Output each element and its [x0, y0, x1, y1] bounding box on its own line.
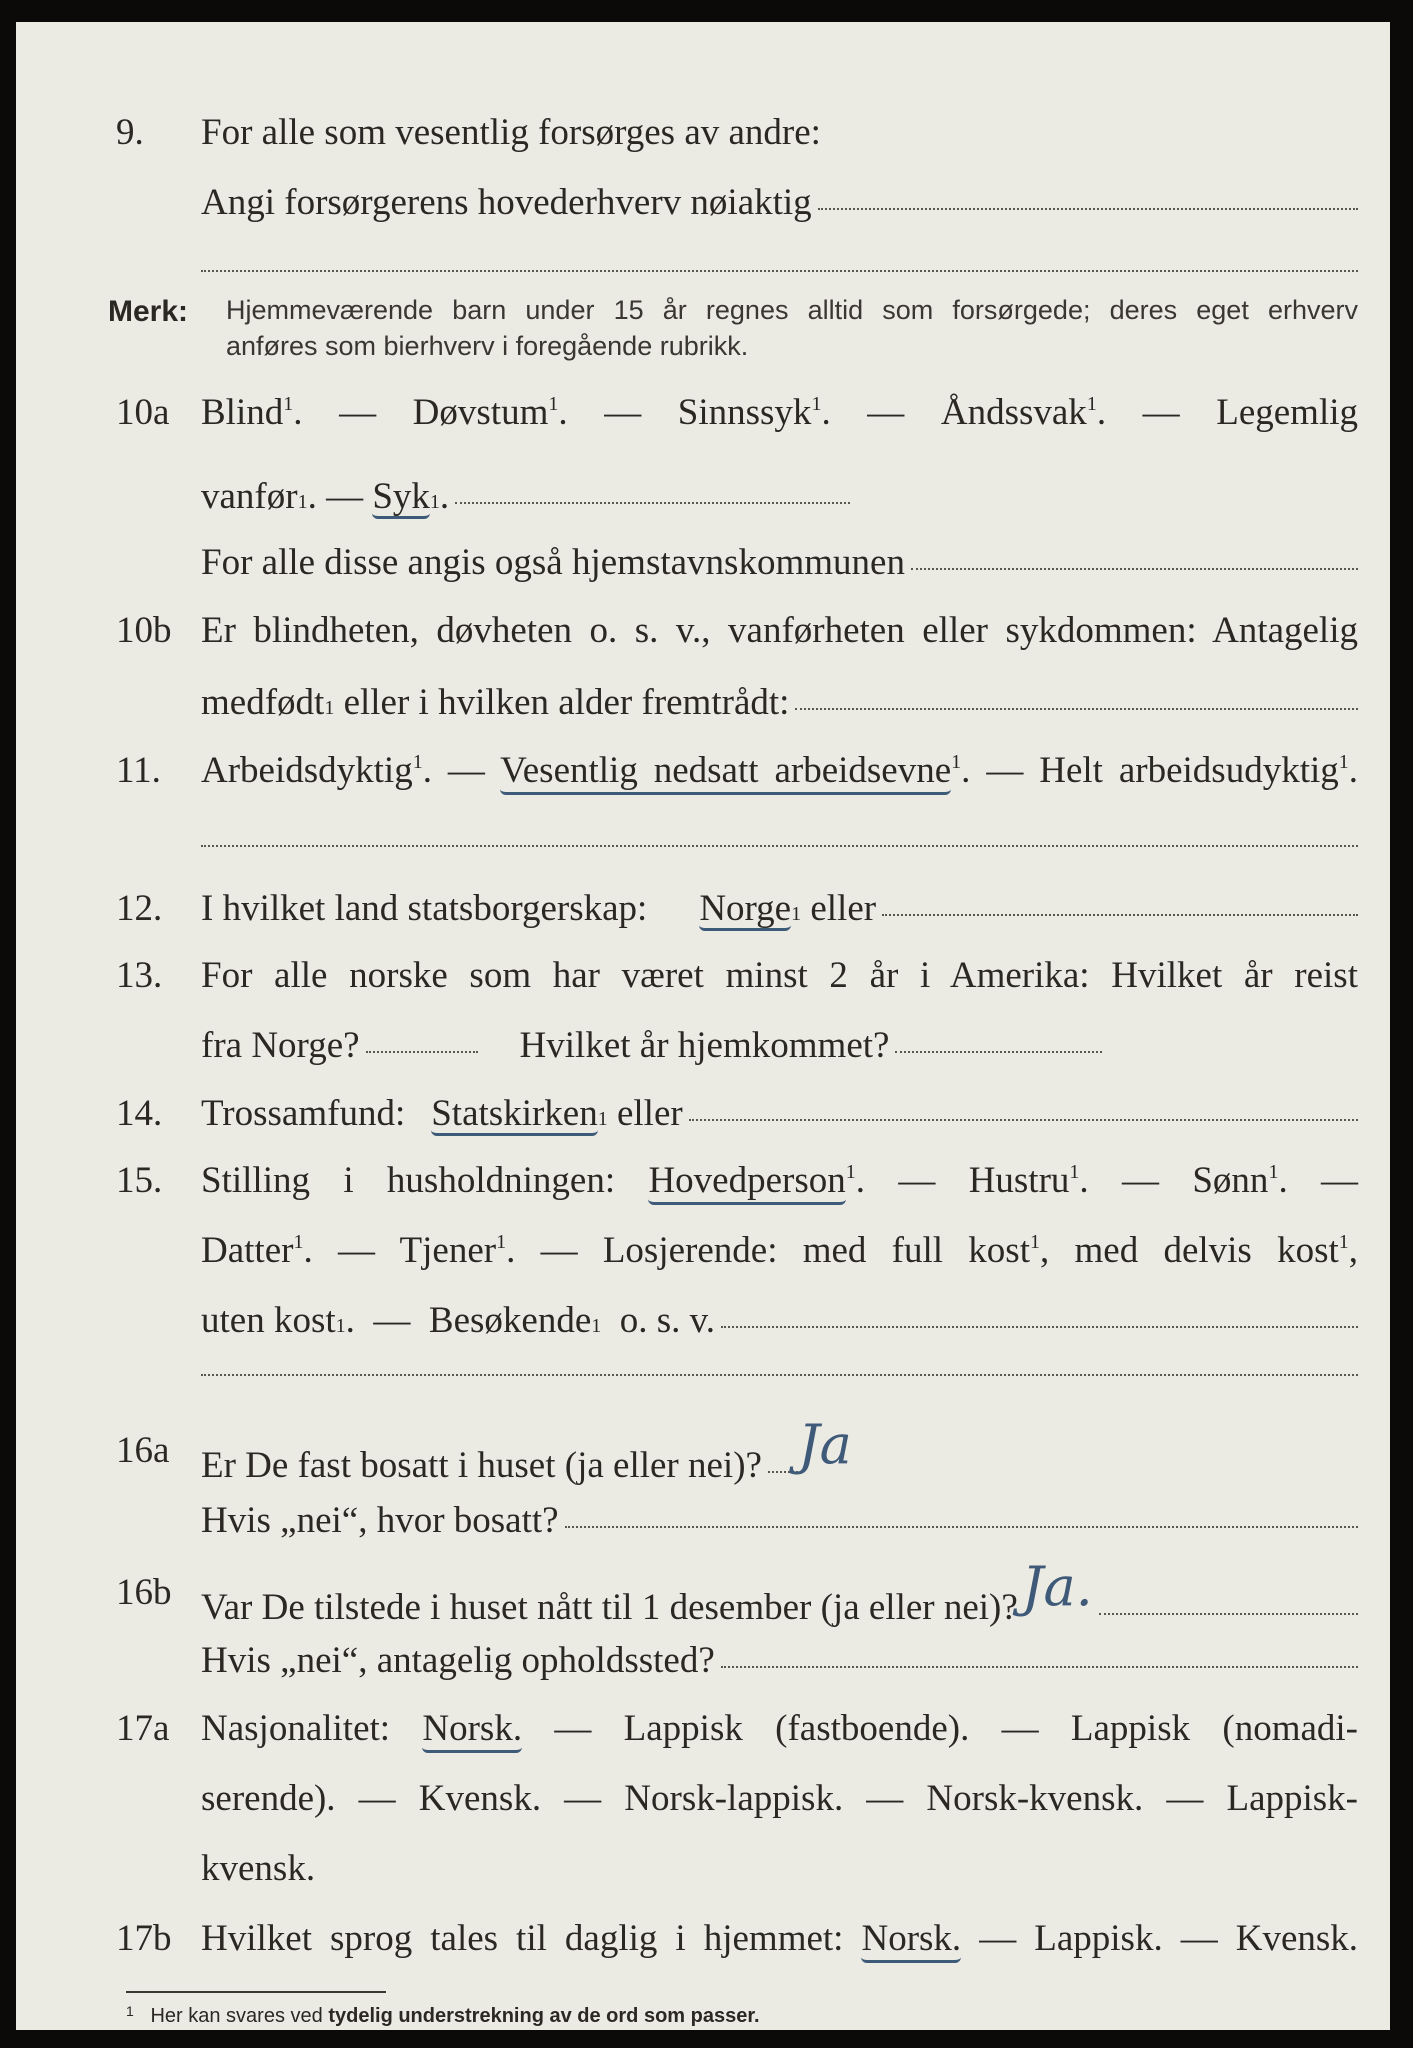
question-9-row-2	[16, 184, 1390, 248]
question-number: 16a	[116, 1430, 170, 1471]
question-17a-row-2	[16, 1780, 1390, 1844]
question-number: 17a	[116, 1708, 170, 1749]
merk-note	[16, 297, 1390, 377]
option-andssvak: Åndssvak	[940, 392, 1087, 433]
merk-text-line: anføres som bierhverv i foregående rubrikk.	[226, 331, 749, 361]
question-16a-row-2	[16, 1502, 1390, 1566]
option-dovstum: Døvstum	[412, 392, 549, 433]
question-text: Er De fast bosatt i huset (ja eller nei)?	[201, 1445, 762, 1486]
question-text: For alle norske som har været minst 2 år i Amerika: Hvilket år reist	[201, 955, 1358, 996]
answer-field[interactable]	[795, 708, 1358, 710]
merk-label: Merk:	[108, 295, 189, 328]
question-14-row: 14. Trossamfund: Statskirken 1 eller	[16, 1095, 1390, 1159]
question-16b-row-2	[16, 1642, 1390, 1706]
answer-field[interactable]	[818, 208, 1358, 210]
question-text: For alle disse angis også hjemstavnskommunen	[201, 542, 905, 583]
option-osv: o. s. v.	[619, 1300, 715, 1341]
question-15-row: 15. Stilling i husholdningen: Hovedperson$^1$. — Hustru$^1$. — Sønn$^1$. —	[16, 1162, 1390, 1226]
option-vesentlig-underlined: Vesentlig nedsatt arbeidsevne	[500, 750, 951, 795]
option-hustru: Hustru	[968, 1160, 1070, 1201]
answer-field-hjemkommet[interactable]	[895, 1051, 1102, 1053]
question-text: Er blindheten, døvheten o. s. v., vanførheten eller sykdommen: Antagelig	[201, 610, 1358, 651]
question-17b-row	[16, 1920, 1390, 1984]
option-hovedperson-underlined: Hovedperson	[648, 1160, 845, 1205]
answer-field-extra-line[interactable]	[201, 1374, 1358, 1376]
option-arbeidsdyktig: Arbeidsdyktig	[201, 750, 413, 791]
question-10a-row-2: vanfør 1 . — Syk 1 .	[16, 478, 1390, 542]
option-vanfor: vanfør	[201, 476, 298, 517]
question-17a-row	[16, 1710, 1390, 1774]
answer-field[interactable]	[911, 568, 1358, 570]
footnote-text: Her kan svares ved	[150, 2005, 323, 2027]
question-text: Trossamfund:	[201, 1093, 406, 1134]
question-text: I hvilket land statsborgerskap:	[201, 888, 648, 929]
question-text: Hvis „nei“, hvor bosatt?	[201, 1500, 559, 1541]
question-options: kvensk.	[201, 1848, 316, 1889]
question-number: 17b	[116, 1918, 172, 1959]
handwritten-answer: Ja.	[1021, 1555, 1093, 1618]
question-options: serende). — Kvensk. — Norsk-lappisk. — Norsk-kvensk. — Lappisk-	[201, 1778, 1358, 1819]
option-losjerende: Losjerende:	[602, 1230, 778, 1271]
option-sonn: Sønn	[1192, 1160, 1269, 1201]
answer-field-extra-line[interactable]	[201, 270, 1358, 272]
question-10b-row	[16, 612, 1390, 676]
option-tjener: Tjener	[399, 1230, 497, 1271]
question-12-row: 12. I hvilket land statsborgerskap: Norge 1 eller	[16, 890, 1390, 954]
question-number: 14.	[116, 1093, 163, 1134]
option-medfodt: medfødt	[201, 682, 325, 723]
option-syk-underlined: Syk	[372, 476, 430, 517]
option-legemlig: Legemlig	[1216, 392, 1359, 433]
footnote: $^1$ Her kan svares ved tydelig understrekning av de ord som passer.	[126, 2003, 760, 2027]
option-besokende: Besøkende	[428, 1300, 592, 1341]
question-text: For alle som vesentlig forsørges av andre:	[201, 112, 821, 153]
question-number: 10b	[116, 610, 172, 651]
option-norsk-underlined: Norsk.	[422, 1708, 522, 1753]
answer-field[interactable]	[882, 914, 1358, 916]
question-text: eller i hvilken alder fremtrådt:	[343, 682, 790, 723]
option-statskirken-underlined: Statskirken	[431, 1093, 598, 1134]
question-number: 10a	[116, 392, 170, 433]
option-datter: Datter	[201, 1230, 294, 1271]
question-options: — Lappisk. — Kvensk.	[979, 1918, 1359, 1959]
answer-field[interactable]	[721, 1326, 1358, 1328]
question-number: 16b	[116, 1572, 172, 1613]
answer-field[interactable]	[689, 1119, 1358, 1121]
question-10b-row-2: medfødt 1 eller i hvilken alder fremtrådt:	[16, 684, 1390, 748]
merk-text-line: Hjemmeværende barn under 15 år regnes alltid som forsørgede; deres eget erhverv	[226, 295, 1358, 325]
question-text: Var De tilstede i huset nått til 1 desember (ja eller nei)?	[201, 1587, 1018, 1628]
option-sinnssyk: Sinnssyk	[677, 392, 812, 433]
handwritten-answer: Ja	[797, 1413, 852, 1476]
question-text: Hvilket år hjemkommet?	[519, 1025, 890, 1066]
census-form-page	[16, 22, 1390, 2030]
question-16b-row	[16, 1555, 1390, 1644]
question-15-row-3: uten kost 1 . — Besøkende 1 o. s. v.	[16, 1302, 1390, 1366]
question-number: 15.	[116, 1160, 163, 1201]
question-16a-row	[16, 1413, 1390, 1502]
question-text: fra Norge?	[201, 1025, 360, 1066]
question-13-row-2	[16, 1027, 1390, 1091]
question-text: Hvilket sprog tales til daglig i hjemmet:	[201, 1918, 844, 1959]
question-17a-row-3	[16, 1850, 1390, 1914]
option-med-full-kost: med full kost	[802, 1230, 1030, 1271]
answer-field-reist[interactable]	[366, 1051, 478, 1053]
question-13-row	[16, 957, 1390, 1021]
option-eller: eller	[810, 888, 877, 929]
option-med-delvis-kost: med delvis kost	[1074, 1230, 1339, 1271]
option-norge-underlined: Norge	[699, 888, 792, 929]
question-number: 9.	[116, 112, 144, 153]
answer-field-extra-line[interactable]	[201, 845, 1358, 847]
answer-field[interactable]	[565, 1526, 1358, 1528]
question-9-row	[16, 114, 1390, 178]
question-10a-row-3	[16, 544, 1390, 608]
question-10a-row: 10a Blind$^1$. — Døvstum$^1$. — Sinnssyk$^1$. — Åndssvak$^1$. — Legemlig	[116, 392, 1359, 433]
option-blind: Blind	[201, 392, 284, 433]
answer-field[interactable]	[721, 1666, 1358, 1668]
answer-field[interactable]	[768, 1471, 798, 1473]
question-text: Hvis „nei“, antagelig opholdssted?	[201, 1640, 715, 1681]
question-number: 11.	[116, 750, 161, 791]
question-15-row-2: Datter$^1$. — Tjener$^1$. — Losjerende: med full kost$^1$, med delvis kost$^1$,	[201, 1230, 1359, 1271]
question-number: 13.	[116, 955, 163, 996]
question-text: Stilling i husholdningen:	[201, 1160, 616, 1201]
question-text: Nasjonalitet:	[201, 1708, 391, 1749]
option-helt: Helt arbeidsudyktig	[1039, 750, 1339, 791]
option-eller: eller	[616, 1093, 683, 1134]
option-uten-kost: uten kost	[201, 1300, 336, 1341]
question-text: Angi forsørgerens hovederhverv nøiaktig	[201, 182, 812, 223]
question-options: — Lappisk (fastboende). — Lappisk (nomadi-	[554, 1708, 1359, 1749]
answer-field[interactable]	[455, 502, 850, 504]
footnote-bold-text: tydelig understrekning av de ord som passer.	[328, 2005, 760, 2027]
question-11-row: 11. Arbeidsdyktig$^1$. — Vesentlig nedsatt arbeidsevne$^1$. — Helt arbeidsudyktig$^1$.	[16, 752, 1390, 816]
option-norsk-underlined: Norsk.	[861, 1918, 961, 1963]
answer-field[interactable]	[1099, 1613, 1358, 1615]
footnote-divider	[126, 1991, 386, 1993]
question-number: 12.	[116, 888, 163, 929]
